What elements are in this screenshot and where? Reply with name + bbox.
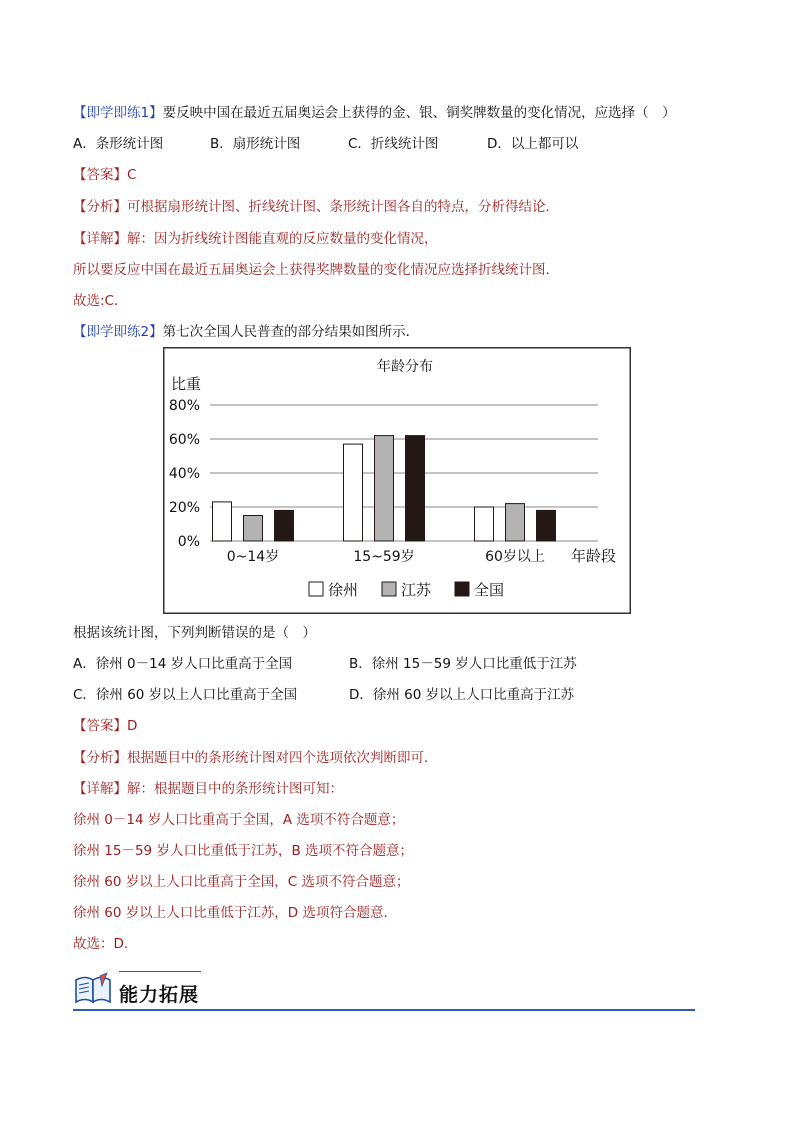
x-tick-label: 0~14岁 <box>226 549 280 565</box>
q1-option-d: D．以上都可以 <box>487 136 579 152</box>
q2-analysis: 根据题目中的条形统计图对四个选项依次判断即可． <box>127 750 438 766</box>
y-tick-label: 40% <box>168 466 200 482</box>
y-tick-label: 0% <box>177 534 200 550</box>
legend-label: 江苏 <box>401 581 432 599</box>
q1-answer-tag: 【答案】 <box>73 167 127 183</box>
bar-全国-2 <box>537 510 556 541</box>
q1-answer: C <box>127 167 137 183</box>
bar-江苏-1 <box>375 436 394 541</box>
section-header <box>73 968 695 1012</box>
q1-analysis-tag: 【分析】 <box>73 199 127 215</box>
q2-detail-line-d: 徐州 60 岁以上人口比重低于江苏，D 选项符合题意． <box>73 905 397 921</box>
q1-tag: 【即学即练1】 <box>73 105 163 121</box>
q1-option-b: B．扇形统计图 <box>210 136 301 152</box>
x-axis-label: 年龄段 <box>571 547 617 565</box>
q1-analysis-line <box>73 198 559 216</box>
bar-江苏-2 <box>506 504 525 541</box>
bar-徐州-1 <box>344 444 363 541</box>
y-tick-label: 20% <box>168 500 200 516</box>
q1-stem-line <box>73 104 676 122</box>
q2-stem: 第七次全国人民普查的部分结果如图所示． <box>162 324 420 340</box>
q2-detail-tag: 【详解】 <box>73 781 127 797</box>
q1-option-c: C．折线统计图 <box>348 136 439 152</box>
bar-江苏-0 <box>244 516 263 542</box>
q2-question: 根据该统计图，下列判断错误的是（ ） <box>73 625 316 641</box>
q2-detail-line-a: 徐州 0－14 岁人口比重高于全国，A 选项不符合题意； <box>73 812 405 828</box>
q1-detail-line <box>73 230 438 248</box>
q2-stem-line <box>73 323 419 341</box>
q1-detail2: 所以要反应中国在最近五届奥运会上获得奖牌数量的变化情况应选择折线统计图． <box>73 262 559 278</box>
section-bottom-rule <box>73 1009 695 1011</box>
bar-全国-1 <box>406 436 425 541</box>
bar-徐州-2 <box>475 507 494 541</box>
q2-answer: D <box>127 718 138 734</box>
q2-answer-line <box>73 717 137 735</box>
legend-label: 徐州 <box>328 581 359 599</box>
legend-label: 全国 <box>474 581 505 599</box>
q1-option-a: A．条形统计图 <box>73 136 164 152</box>
q2-result: 故选：D． <box>73 936 138 952</box>
legend-swatch <box>382 582 396 596</box>
q2-analysis-line <box>73 749 438 767</box>
q2-detail-line-b: 徐州 15－59 岁人口比重低于江苏，B 选项不符合题意； <box>73 843 413 859</box>
q1-result: 故选:C． <box>73 293 128 309</box>
q2-answer-tag: 【答案】 <box>73 718 127 734</box>
x-tick-label: 60岁以上 <box>485 549 545 565</box>
q2-detail-line-c: 徐州 60 岁以上人口比重高于全国，C 选项不符合题意； <box>73 874 410 890</box>
q2-option-b: B．徐州 15－59 岁人口比重低于江苏 <box>349 656 577 672</box>
bar-全国-0 <box>275 510 294 541</box>
bar-徐州-0 <box>213 502 232 541</box>
q2-tag: 【即学即练2】 <box>73 324 163 340</box>
q2-option-d: D．徐州 60 岁以上人口比重高于江苏 <box>349 687 575 703</box>
legend-swatch <box>455 582 469 596</box>
q2-option-a: A．徐州 0－14 岁人口比重高于全国 <box>73 656 293 672</box>
legend <box>309 581 504 599</box>
section-title: 能力拓展 <box>119 984 200 1006</box>
age-distribution-chart <box>163 347 631 614</box>
x-tick-label: 15~59岁 <box>353 549 415 565</box>
q2-option-c: C．徐州 60 岁以上人口比重高于全国 <box>73 687 298 703</box>
q1-detail: 解：因为折线统计图能直观的反应数量的变化情况， <box>127 231 438 247</box>
q1-analysis: 可根据扇形统计图、折线统计图、条形统计图各自的特点，分析得结论． <box>127 199 559 215</box>
q1-answer-line <box>73 166 136 184</box>
book-icon <box>73 972 113 1006</box>
q1-stem: 要反映中国在最近五届奥运会上获得的金、银、铜奖牌数量的变化情况，应选择（ ） <box>162 105 676 121</box>
y-tick-label: 60% <box>168 432 200 448</box>
chart-frame <box>164 348 631 614</box>
q1-detail-tag: 【详解】 <box>73 231 127 247</box>
x-tick-labels <box>227 548 545 565</box>
q2-detail: 解：根据题目中的条形统计图可知： <box>127 781 343 797</box>
legend-swatch <box>309 582 323 596</box>
q2-detail-line <box>73 780 343 798</box>
chart-title: 年龄分布 <box>377 359 433 375</box>
q2-analysis-tag: 【分析】 <box>73 750 127 766</box>
y-tick-label: 80% <box>168 398 200 414</box>
section-top-rule <box>119 971 201 972</box>
y-axis-label: 比重 <box>171 375 202 393</box>
